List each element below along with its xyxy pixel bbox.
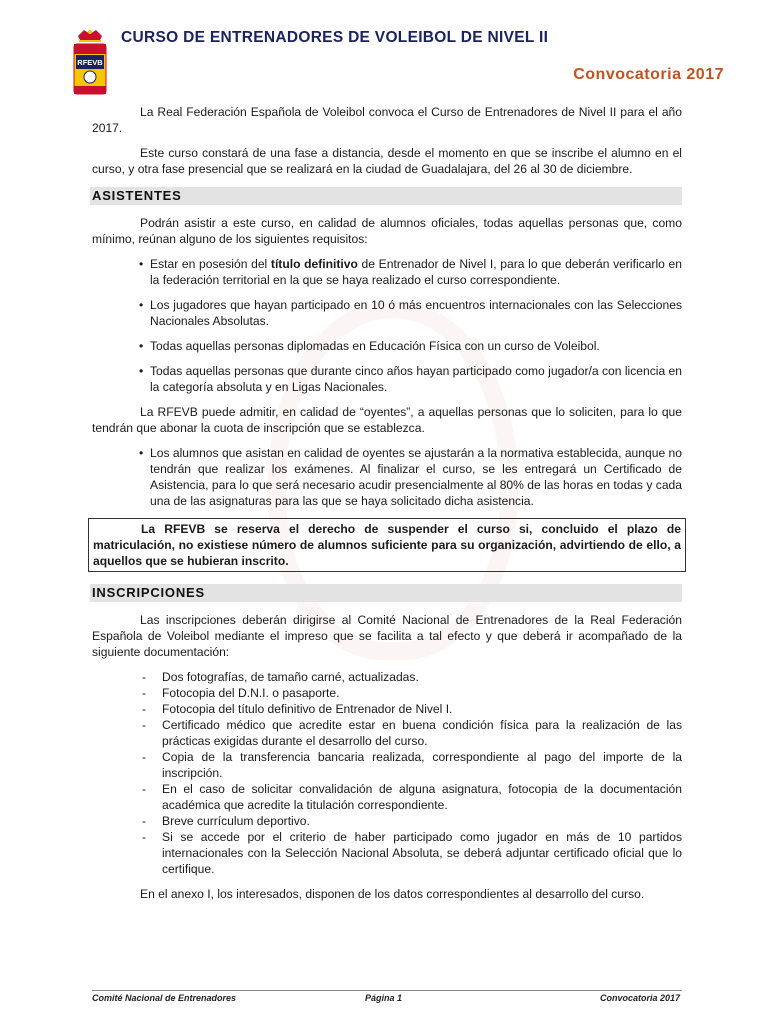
rfevb-logo-icon (70, 28, 110, 98)
footer-right: Convocatoria 2017 (599, 993, 680, 1003)
intro-paragraph-1: La Real Federación Española de Voleibol convoca el Curso de Entrenadores de Nivel II para el año 2017. (92, 105, 682, 135)
list-item: • Estar en posesión del título definitivo de Entrenador de Nivel I, para lo que deberán verificarlo en la federación territorial en la que se haya realizado el curso correspondiente. (139, 257, 682, 287)
document-body (92, 104, 682, 911)
list-item: - En el caso de solicitar convalidación de alguna asignatura, fotocopia de la documentación académica que acredite la titulación correspondiente. (142, 782, 682, 812)
logo-text: RFEVB (77, 58, 103, 67)
inscripciones-intro: Las inscripciones deberán dirigirse al Comité Nacional de Entrenadores de la Real Federación Española de Voleibol mediante el impreso que se facilita a tal efecto y que deberá ir acompañado de la siguiente documentación: (92, 613, 682, 659)
bullet-icon: • (139, 298, 144, 312)
documentation-list (92, 669, 682, 877)
list-item: - Fotocopia del título definitivo de Entrenador de Nivel I. (142, 702, 453, 716)
footer-divider (92, 990, 682, 991)
anexo-paragraph: En el anexo I, los interesados, disponen de los datos correspondientes al desarrollo del curso. (140, 887, 645, 901)
list-item: - Certificado médico que acredite estar en buena condición física para la realización de las prácticas exigidas durante el desarrollo del curso. (142, 718, 682, 748)
oyentes-list (92, 445, 682, 509)
document-subtitle: Convocatoria 2017 (573, 66, 724, 83)
requirements-list (92, 256, 682, 395)
list-item: - Si se accede por el criterio de haber participado como jugador en más de 10 partidos internacionales con la Selección Nacional Absoluta, se deberá adjuntar certificado oficial que lo certifique. (142, 830, 682, 876)
list-item: • Los alumnos que asistan en calidad de oyentes se ajustarán a la normativa establecida, aunque no tendrán que realizar los exámenes. Al finalizar el curso, se les entregará un Certificado de Asistencia, para lo que será necesario acudir presencialmente al 80% de las horas en todas y cada una de las asignaturas para las que se haya solicitado dicha asistencia. (139, 446, 682, 508)
asistentes-intro: Podrán asistir a este curso, en calidad de alumnos oficiales, todas aquellas personas que, como mínimo, reúnan alguno de los siguientes requisitos: (92, 216, 682, 246)
list-item: • Todas aquellas personas diplomadas en Educación Física con un curso de Voleibol. (139, 339, 600, 353)
list-item: • Todas aquellas personas que durante cinco años hayan participado como jugador/a con licencia en la categoría absoluta y en Ligas Nacionales. (139, 364, 682, 394)
oyentes-paragraph: La RFEVB puede admitir, en calidad de “oyentes”, a aquellas personas que lo soliciten, para lo que tendrán que abonar la cuota de inscripción que se establezca. (92, 405, 682, 435)
dash-icon: - (142, 782, 147, 796)
bullet-icon: • (139, 339, 144, 353)
list-item: - Copia de la transferencia bancaria realizada, correspondiente al pago del importe de la inscripción. (142, 750, 682, 780)
document-title: CURSO DE ENTRENADORES DE VOLEIBOL DE NIVEL II (121, 29, 549, 46)
footer-left: Comité Nacional de Entrenadores (92, 993, 237, 1003)
intro-paragraph-2: Este curso constará de una fase a distancia, desde el momento en que se inscribe el alumno en el curso, y otra fase presencial que se realizará en la ciudad de Guadalajara, del 26 al 30 de diciembre. (92, 146, 682, 176)
dash-icon: - (142, 670, 147, 684)
dash-icon: - (142, 814, 147, 828)
bullet-icon: • (139, 364, 144, 378)
dash-icon: - (142, 686, 147, 700)
bullet-icon: • (139, 446, 144, 460)
footer-page-number: Página 1 (365, 993, 403, 1003)
list-item: - Breve currículum deportivo. (142, 814, 310, 828)
dash-icon: - (142, 750, 147, 764)
suspension-notice: La RFEVB se reserva el derecho de suspender el curso si, concluido el plazo de matriculación, no existiese número de alumnos suficiente para su organización, advirtiendo de ello, a aquellos que se hubieran inscrito. (88, 518, 686, 572)
section-heading-inscripciones: INSCRIPCIONES (90, 584, 682, 602)
dash-icon: - (142, 830, 147, 844)
dash-icon: - (142, 702, 147, 716)
list-item: • Los jugadores que hayan participado en 10 ó más encuentros internacionales con las Selecciones Nacionales Absolutas. (139, 298, 682, 328)
bullet-icon: • (139, 257, 144, 271)
dash-icon: - (142, 718, 147, 732)
list-item: - Dos fotografías, de tamaño carné, actualizadas. (142, 670, 419, 684)
list-item: - Fotocopia del D.N.I. o pasaporte. (142, 686, 340, 700)
section-heading-asistentes: ASISTENTES (90, 187, 682, 205)
